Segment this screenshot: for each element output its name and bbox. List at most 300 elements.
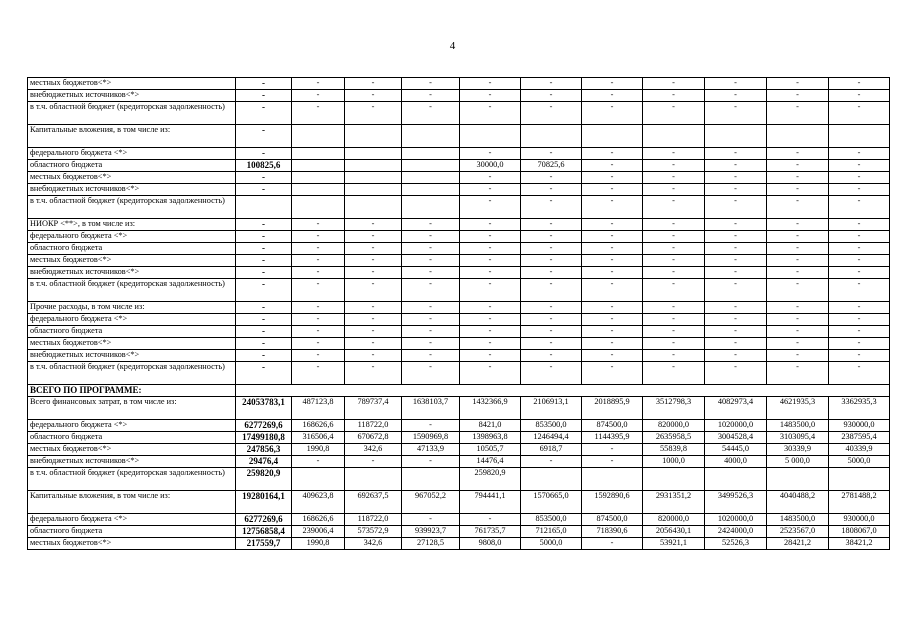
year-value-cell: 259820,9 [460, 468, 521, 491]
year-value-cell [292, 184, 345, 196]
table-row [28, 90, 890, 102]
year-value-cell: - [460, 302, 521, 314]
year-value-cell: 930000,0 [829, 420, 890, 432]
year-value-cell: - [521, 219, 582, 231]
year-value-cell: - [767, 172, 829, 184]
year-value-cell: 1483500,0 [767, 514, 829, 526]
table-row [28, 184, 890, 196]
year-value-cell: 1808067,0 [829, 526, 890, 538]
row-label: местных бюджетов<*> [28, 172, 236, 184]
year-value-cell: 2056430,1 [643, 526, 705, 538]
year-value-cell: 1590969,8 [402, 432, 460, 444]
total-cell: - [236, 148, 292, 160]
year-value-cell: - [292, 314, 345, 326]
year-value-cell: - [402, 279, 460, 302]
year-value-cell: - [582, 148, 643, 160]
page-number: 4 [449, 40, 456, 52]
row-label: местных бюджетов<*> [28, 538, 236, 550]
table-row [28, 125, 890, 148]
year-value-cell: - [767, 102, 829, 125]
year-value-cell: 5000,0 [829, 456, 890, 468]
year-value-cell: - [705, 184, 767, 196]
year-value-cell: 939923,7 [402, 526, 460, 538]
total-cell: - [236, 78, 292, 90]
year-value-cell: 4082973,4 [705, 397, 767, 420]
year-value-cell: - [402, 362, 460, 385]
year-value-cell: - [402, 219, 460, 231]
year-value-cell: - [460, 362, 521, 385]
year-value-cell: - [643, 196, 705, 219]
year-value-cell: - [402, 420, 460, 432]
total-cell: - [236, 267, 292, 279]
year-value-cell: - [643, 172, 705, 184]
year-value-cell: 2781488,2 [829, 491, 890, 514]
total-cell: 29476,4 [236, 456, 292, 468]
table-row [28, 78, 890, 90]
year-value-cell [460, 125, 521, 148]
year-value-cell: - [460, 279, 521, 302]
year-value-cell: - [460, 255, 521, 267]
year-value-cell: - [460, 102, 521, 125]
year-value-cell: - [292, 456, 345, 468]
year-value-cell: - [345, 302, 402, 314]
year-value-cell: - [402, 231, 460, 243]
year-value-cell: - [582, 160, 643, 172]
table-row [28, 338, 890, 350]
row-label: местных бюджетов<*> [28, 338, 236, 350]
table-row [28, 468, 890, 491]
year-value-cell [345, 184, 402, 196]
year-value-cell: - [705, 160, 767, 172]
total-cell: 24053783,1 [236, 397, 292, 420]
year-value-cell: - [829, 267, 890, 279]
year-value-cell: - [643, 231, 705, 243]
total-cell: - [236, 362, 292, 385]
year-value-cell: 9808,0 [460, 538, 521, 550]
year-value-cell: - [402, 102, 460, 125]
row-label: в т.ч. областной бюджет (кредиторская задолженность) [28, 468, 236, 491]
year-value-cell: - [829, 338, 890, 350]
year-value-cell [292, 196, 345, 219]
year-value-cell: - [582, 302, 643, 314]
year-value-cell: - [402, 314, 460, 326]
table-row [28, 432, 890, 444]
row-label: областного бюджета [28, 243, 236, 255]
year-value-cell: - [345, 243, 402, 255]
total-cell: - [236, 102, 292, 125]
year-value-cell: - [521, 90, 582, 102]
year-value-cell [402, 172, 460, 184]
year-value-cell: - [829, 196, 890, 219]
year-value-cell: - [460, 172, 521, 184]
year-value-cell: - [460, 90, 521, 102]
row-label: областного бюджета [28, 526, 236, 538]
year-value-cell: - [521, 338, 582, 350]
year-value-cell: - [345, 102, 402, 125]
year-value-cell: - [705, 78, 767, 90]
total-cell: 217559,7 [236, 538, 292, 550]
year-value-cell: - [767, 219, 829, 231]
table-row [28, 255, 890, 267]
year-value-cell: - [345, 231, 402, 243]
year-value-cell [521, 125, 582, 148]
year-value-cell: - [829, 255, 890, 267]
year-value-cell: - [643, 148, 705, 160]
row-label: внебюджетных источников<*> [28, 456, 236, 468]
year-value-cell: 1570665,0 [521, 491, 582, 514]
total-cell: 6277269,6 [236, 420, 292, 432]
year-value-cell: - [829, 350, 890, 362]
year-value-cell: 118722,0 [345, 420, 402, 432]
year-value-cell: - [292, 231, 345, 243]
year-value-cell: - [345, 78, 402, 90]
year-value-cell: - [767, 326, 829, 338]
year-value-cell: 168626,6 [292, 420, 345, 432]
year-value-cell: - [643, 90, 705, 102]
year-value-cell: 52526,3 [705, 538, 767, 550]
year-value-cell: 168626,6 [292, 514, 345, 526]
year-value-cell: 4621935,3 [767, 397, 829, 420]
year-value-cell: - [767, 279, 829, 302]
year-value-cell: 54445,0 [705, 444, 767, 456]
table-row [28, 196, 890, 219]
year-value-cell: - [767, 350, 829, 362]
year-value-cell: - [705, 90, 767, 102]
year-value-cell: - [767, 231, 829, 243]
total-cell: - [236, 172, 292, 184]
total-cell: 259820,9 [236, 468, 292, 491]
row-label: федерального бюджета <*> [28, 420, 236, 432]
year-value-cell: - [521, 267, 582, 279]
year-value-cell: 5 000,0 [767, 456, 829, 468]
row-label: внебюджетных источников<*> [28, 267, 236, 279]
year-value-cell: 3103095,4 [767, 432, 829, 444]
row-label: местных бюджетов<*> [28, 78, 236, 90]
table-row [28, 172, 890, 184]
year-value-cell: - [345, 456, 402, 468]
year-value-cell: 1020000,0 [705, 514, 767, 526]
year-value-cell: - [402, 326, 460, 338]
year-value-cell: - [829, 314, 890, 326]
total-cell: - [236, 125, 292, 148]
table-row [28, 160, 890, 172]
year-value-cell: - [345, 314, 402, 326]
year-value-cell [345, 172, 402, 184]
year-value-cell: 30339,9 [767, 444, 829, 456]
year-value-cell: - [521, 243, 582, 255]
year-value-cell: - [705, 172, 767, 184]
year-value-cell: 3499526,3 [705, 491, 767, 514]
year-value-cell: - [402, 78, 460, 90]
year-value-cell: 2387595,4 [829, 432, 890, 444]
total-cell: - [236, 326, 292, 338]
year-value-cell [292, 148, 345, 160]
year-value-cell: - [460, 243, 521, 255]
year-value-cell: 3004528,4 [705, 432, 767, 444]
year-value-cell [705, 468, 767, 491]
year-value-cell: - [643, 350, 705, 362]
year-value-cell: 1592890,6 [582, 491, 643, 514]
year-value-cell: - [582, 350, 643, 362]
year-value-cell: - [829, 102, 890, 125]
year-value-cell: 3512798,3 [643, 397, 705, 420]
year-value-cell: 853500,0 [521, 420, 582, 432]
total-cell: - [236, 255, 292, 267]
year-value-cell: - [460, 350, 521, 362]
empty-cell [236, 385, 890, 397]
year-value-cell [292, 172, 345, 184]
year-value-cell: - [767, 160, 829, 172]
year-value-cell: - [402, 243, 460, 255]
year-value-cell: 47133,9 [402, 444, 460, 456]
year-value-cell [345, 160, 402, 172]
year-value-cell [345, 148, 402, 160]
year-value-cell: - [829, 231, 890, 243]
year-value-cell: - [643, 267, 705, 279]
year-value-cell: - [521, 196, 582, 219]
year-value-cell: - [292, 255, 345, 267]
year-value-cell: - [829, 148, 890, 160]
year-value-cell: - [460, 78, 521, 90]
year-value-cell: 820000,0 [643, 514, 705, 526]
total-cell: 100825,6 [236, 160, 292, 172]
year-value-cell: - [582, 102, 643, 125]
year-value-cell: - [402, 456, 460, 468]
year-value-cell: - [582, 78, 643, 90]
year-value-cell: 1000,0 [643, 456, 705, 468]
year-value-cell: - [582, 219, 643, 231]
table-row [28, 385, 890, 397]
year-value-cell [829, 468, 890, 491]
year-value-cell: 70825,6 [521, 160, 582, 172]
year-value-cell: - [705, 338, 767, 350]
year-value-cell: 3362935,3 [829, 397, 890, 420]
year-value-cell: 6918,7 [521, 444, 582, 456]
total-cell: 19280164,1 [236, 491, 292, 514]
year-value-cell [402, 196, 460, 219]
row-label: НИОКР <**>, в том числе из: [28, 219, 236, 231]
year-value-cell: - [829, 279, 890, 302]
year-value-cell: - [767, 243, 829, 255]
year-value-cell: 930000,0 [829, 514, 890, 526]
year-value-cell: - [292, 338, 345, 350]
year-value-cell: 692637,5 [345, 491, 402, 514]
year-value-cell: 718390,6 [582, 526, 643, 538]
year-value-cell: - [767, 90, 829, 102]
table-row [28, 526, 890, 538]
table-row [28, 456, 890, 468]
year-value-cell: - [345, 219, 402, 231]
year-value-cell: - [829, 302, 890, 314]
year-value-cell: 38421,2 [829, 538, 890, 550]
year-value-cell: - [521, 184, 582, 196]
year-value-cell: 30000,0 [460, 160, 521, 172]
year-value-cell [643, 468, 705, 491]
row-label: местных бюджетов<*> [28, 444, 236, 456]
year-value-cell [345, 196, 402, 219]
year-value-cell: - [705, 231, 767, 243]
year-value-cell: 2931351,2 [643, 491, 705, 514]
year-value-cell: - [829, 219, 890, 231]
year-value-cell: 2018895,9 [582, 397, 643, 420]
table-row [28, 243, 890, 255]
year-value-cell: - [767, 267, 829, 279]
year-value-cell: - [582, 90, 643, 102]
year-value-cell: - [582, 538, 643, 550]
year-value-cell: - [829, 78, 890, 90]
year-value-cell: - [582, 444, 643, 456]
year-value-cell: - [643, 302, 705, 314]
year-value-cell: - [402, 267, 460, 279]
year-value-cell [767, 125, 829, 148]
year-value-cell: - [767, 362, 829, 385]
row-label: федерального бюджета <*> [28, 148, 236, 160]
year-value-cell: - [460, 338, 521, 350]
year-value-cell: - [829, 362, 890, 385]
year-value-cell: 1432366,9 [460, 397, 521, 420]
year-value-cell: 239006,4 [292, 526, 345, 538]
total-cell: - [236, 90, 292, 102]
year-value-cell: - [582, 231, 643, 243]
year-value-cell: - [345, 255, 402, 267]
year-value-cell: - [829, 160, 890, 172]
year-value-cell: 4040488,2 [767, 491, 829, 514]
row-label: областного бюджета [28, 432, 236, 444]
year-value-cell: - [292, 78, 345, 90]
year-value-cell: 761735,7 [460, 526, 521, 538]
year-value-cell: 118722,0 [345, 514, 402, 526]
year-value-cell [643, 125, 705, 148]
year-value-cell: - [705, 279, 767, 302]
year-value-cell: - [643, 314, 705, 326]
year-value-cell: 1990,8 [292, 444, 345, 456]
year-value-cell: - [292, 279, 345, 302]
year-value-cell: 53921,1 [643, 538, 705, 550]
row-label: местных бюджетов<*> [28, 255, 236, 267]
year-value-cell [345, 468, 402, 491]
year-value-cell: - [345, 90, 402, 102]
year-value-cell: 1020000,0 [705, 420, 767, 432]
year-value-cell: - [460, 267, 521, 279]
table-row [28, 148, 890, 160]
table-row [28, 514, 890, 526]
year-value-cell [829, 125, 890, 148]
year-value-cell: - [767, 255, 829, 267]
year-value-cell: - [829, 184, 890, 196]
year-value-cell: - [643, 338, 705, 350]
year-value-cell: - [582, 267, 643, 279]
year-value-cell: 342,6 [345, 444, 402, 456]
year-value-cell [292, 468, 345, 491]
row-label: Капитальные вложения, в том числе из: [28, 125, 236, 148]
year-value-cell: - [521, 362, 582, 385]
year-value-cell: - [705, 148, 767, 160]
year-value-cell: - [292, 102, 345, 125]
year-value-cell: - [292, 243, 345, 255]
year-value-cell: - [767, 338, 829, 350]
row-label: Всего финансовых затрат, в том числе из: [28, 397, 236, 420]
year-value-cell: - [705, 350, 767, 362]
year-value-cell [345, 125, 402, 148]
year-value-cell: - [460, 314, 521, 326]
table-row [28, 420, 890, 432]
total-cell: 6277269,6 [236, 514, 292, 526]
total-cell: - [236, 314, 292, 326]
table-row [28, 302, 890, 314]
year-value-cell: - [521, 314, 582, 326]
year-value-cell: - [582, 338, 643, 350]
total-cell [236, 196, 292, 219]
row-label: в т.ч. областной бюджет (кредиторская задолженность) [28, 102, 236, 125]
year-value-cell: 4000,0 [705, 456, 767, 468]
year-value-cell: - [345, 362, 402, 385]
year-value-cell: - [643, 219, 705, 231]
year-value-cell: - [345, 326, 402, 338]
year-value-cell: - [292, 219, 345, 231]
year-value-cell: - [292, 350, 345, 362]
year-value-cell: - [402, 302, 460, 314]
year-value-cell: - [521, 78, 582, 90]
row-label: областного бюджета [28, 326, 236, 338]
year-value-cell [402, 184, 460, 196]
table-row [28, 444, 890, 456]
year-value-cell [402, 148, 460, 160]
row-label: федерального бюджета <*> [28, 514, 236, 526]
year-value-cell: - [582, 196, 643, 219]
table-row [28, 362, 890, 385]
year-value-cell: - [705, 362, 767, 385]
year-value-cell: - [521, 326, 582, 338]
year-value-cell: - [292, 326, 345, 338]
table-row [28, 219, 890, 231]
total-cell: - [236, 243, 292, 255]
table-row [28, 326, 890, 338]
year-value-cell: 40339,9 [829, 444, 890, 456]
total-cell: 12756858,4 [236, 526, 292, 538]
year-value-cell: 789737,4 [345, 397, 402, 420]
year-value-cell: 794441,1 [460, 491, 521, 514]
year-value-cell: 8421,0 [460, 420, 521, 432]
row-label: федерального бюджета <*> [28, 314, 236, 326]
total-cell: - [236, 350, 292, 362]
year-value-cell: - [829, 90, 890, 102]
total-cell: 17499180,8 [236, 432, 292, 444]
year-value-cell: - [345, 350, 402, 362]
year-value-cell: 27128,5 [402, 538, 460, 550]
year-value-cell: - [643, 102, 705, 125]
year-value-cell: - [582, 362, 643, 385]
year-value-cell: 712165,0 [521, 526, 582, 538]
table-row [28, 397, 890, 420]
year-value-cell: - [705, 314, 767, 326]
table-row [28, 279, 890, 302]
year-value-cell: - [582, 326, 643, 338]
year-value-cell: - [643, 78, 705, 90]
year-value-cell: 316506,4 [292, 432, 345, 444]
total-cell: - [236, 231, 292, 243]
year-value-cell [402, 160, 460, 172]
year-value-cell: 2106913,1 [521, 397, 582, 420]
year-value-cell: - [345, 279, 402, 302]
year-value-cell: - [767, 148, 829, 160]
year-value-cell: - [767, 196, 829, 219]
year-value-cell: 820000,0 [643, 420, 705, 432]
year-value-cell: - [643, 184, 705, 196]
year-value-cell: - [460, 148, 521, 160]
year-value-cell: - [402, 90, 460, 102]
year-value-cell: - [643, 160, 705, 172]
row-label: Прочие расходы, в том числе из: [28, 302, 236, 314]
